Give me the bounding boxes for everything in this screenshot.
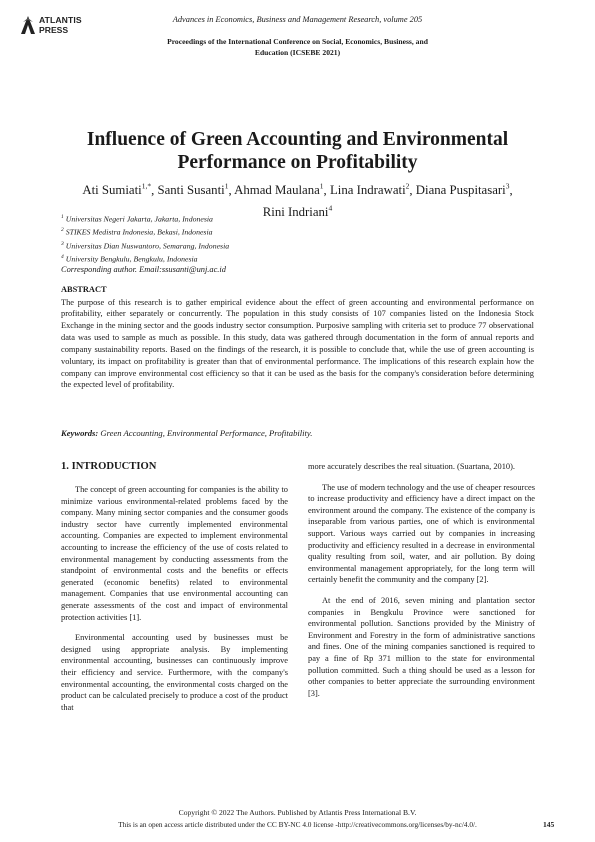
author: Lina Indrawati$^2$: [329, 182, 410, 198]
proceedings-line1: Proceedings of the International Conference on Social, Economics, Business, and: [167, 37, 428, 46]
proceedings-header: [130, 36, 465, 58]
author-list: Ati Sumiati$^{1,*}$, Santi Susanti$^1$, Ahmad Maulana$^1$, Lina Indrawati$^2$, Diana Puspitasari$^3$, Rini Indriani$^4$: [82, 182, 513, 219]
publisher-name-line1: ATLANTIS: [39, 15, 82, 25]
paragraph: more accurately describes the real situation. (Suartana, 2010).: [308, 462, 515, 471]
page-number: 145: [543, 820, 555, 829]
keywords-label: Keywords:: [61, 428, 99, 438]
title-line1: Influence of Green Accounting and Environmental: [86, 129, 509, 150]
paper-title: [60, 128, 535, 174]
author: Ati Sumiati$^{1,*}$: [82, 182, 152, 198]
keywords: [61, 428, 534, 438]
license-notice: This is an open access article distributed under the CC BY-NC 4.0 license -http://creativecommons.org/licenses/by-nc/4.0/.: [118, 820, 477, 829]
paragraph: At the end of 2016, seven mining and plantation sector companies in Bengkulu Province were sanctioned for environmental pollution. Sanctions provided by the Ministry of Environment and Forestry in the form of administrative sanctions and fines. One of the mining companies sanctioned is required to pay a fine of Rp 371 million to the state for environmental pollution committed. Such a thing should be used as a lesson for other companies to better appreciate the surrounding environment [3].: [308, 595, 535, 698]
paragraph: The use of modern technology and the use of cheaper resources to increase productivity and efficiency have a direct impact on the environment around the company. The existence of the company is inseparable from various parties, one of which is environmental support. Various ways carried out by companies in increasing productivity and efficiency resulted in a decrease in environmental quality resulting from soil, water, and air pollution. By doing environmental management appropriately, for the long term will certainly benefit the community and the company [2].: [308, 482, 536, 585]
author: Rini Indriani$^4$: [262, 203, 333, 219]
author: Santi Susanti$^1$: [157, 182, 229, 198]
proceedings-line2: Education (ICSEBE 2021): [254, 48, 341, 57]
abstract-body: The purpose of this research is to gather empirical evidence about the effect of green accounting and environmental performance on profitability, either separately or concurrently. The population in this study consists of 107 companies listed on the Indonesia Stock Exchange in the mining sector and the goods industry sector consumption. Purposive sampling with criteria set to produce 77 observational data was used to sample as much as possible. In this study, data was gathered through documentation in the form of annual reports and company sustainability reports. Based on the findings of the research, it is possible to conclude that, while the use of green accounting is voluntary, its impact on profitability is greater than that of environmental performance. The implications of this research explain how the company can improve environmental cost efficiency so that it can be used as the basis for the company's consideration before determining the expected level of profitability.: [61, 297, 534, 390]
right-column: [308, 461, 535, 708]
affiliation: $^2$ STIKES Medistra Indonesia, Bekasi, Indonesia: [61, 227, 213, 237]
paragraph: The concept of green accounting for companies is the ability to minimize various environmental-related problems faced by the company. Many mining sector companies and the consumer goods industry sector have currently implemented environmental accounting. Companies are expected to implement environmental accounting to increase the efficiency of the use of costs related to environmental management by conducting assessments from the standpoint of environmental costs and the benefits or effects generated (economic benefits) related to environmental management. Companies that use environmental accounting can generate assessments of the cost and impact of environmental protection activities [1].: [61, 485, 288, 622]
affiliation: $^1$ Universitas Negeri Jakarta, Jakarta, Indonesia: [61, 214, 213, 224]
keywords-text: Green Accounting, Environmental Performance, Profitability.: [100, 428, 313, 438]
copyright-notice: Copyright © 2022 The Authors. Published by Atlantis Press International B.V.: [178, 808, 417, 817]
paragraph: Environmental accounting used by businesses must be designed using appropriate analysis. By implementing environmental accounting, businesses can continuously improve their efficiency and service. Furthermore, with the company's environmental accounting, the environmental costs charged on the product can be calculated precisely to produce a cost of the product that: [61, 633, 288, 712]
affiliation: $^3$ Universitas Dian Nuswantoro, Semarang, Indonesia: [61, 240, 230, 251]
abstract-heading: ABSTRACT: [61, 285, 107, 294]
affiliation: $^4$ University Bengkulu, Bengkulu, Indonesia: [61, 253, 198, 264]
left-column: [61, 484, 288, 722]
publisher-name-line2: PRESS: [39, 25, 69, 35]
author: Diana Puspitasari$^3$: [415, 182, 510, 198]
affiliations: [61, 212, 229, 276]
author: Ahmad Maulana$^1$: [234, 182, 324, 198]
journal-header: Advances in Economics, Business and Management Research, volume 205: [172, 15, 423, 24]
corresponding-author: Corresponding author. Email:ssusanti@unj.ac.id: [61, 265, 226, 275]
title-line2: Performance on Profitability: [177, 152, 418, 173]
atlantis-logo-icon: [20, 14, 36, 36]
section-heading-introduction: 1. INTRODUCTION: [61, 461, 157, 472]
publisher-logo: [20, 14, 90, 40]
